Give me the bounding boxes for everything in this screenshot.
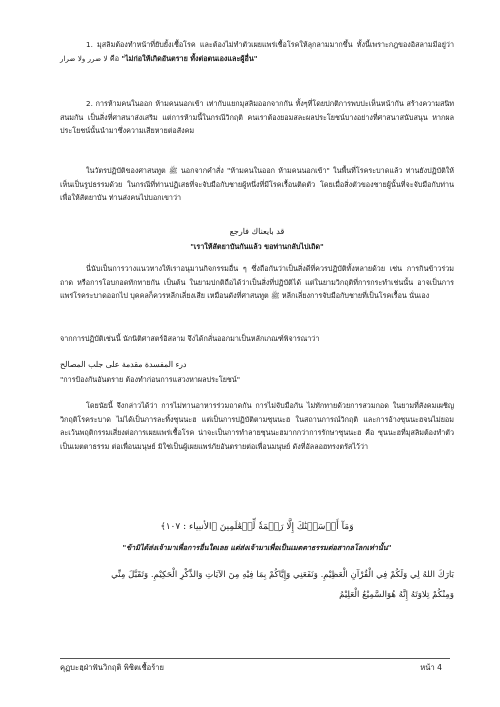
footer-title: คุฏบะฮฺฝ่าฟันวิกฤติ พิชิตเชื้อร้าย [60,663,164,672]
closing-dua-line-1: بَارَكَ اللهُ لِي وَلَكُمْ فِي الْقُرْآنِ الْعَظِيْمِ. وَنَفَعَنِي وَإِيَّاكُمْ بِمَا فِيْهِ مِنَ الآيَاتِ وَالذِّكْرِ الْحَكِيْمِ. وَتَقَبَّلَ مِنِّي [111,570,454,580]
paragraph-5: จากการปฏิบัติเช่นนี้ นักนิติศาสตร์อิสลาม จึงได้กลั่นออกมาเป็นหลักเกณฑ์พิจารณาว่า [60,334,320,343]
footer-divider [60,658,450,659]
paragraph-3-part1: ในวัตรปฏิบัติของศาสนทูต [86,166,169,175]
quran-verse-arabic: وَمَآ أَرۡسَلۡنَٰكَ إِلَّا رَحۡمَةٗ لِّلۡعَٰلَمِينَ ﴿الأنبياء : ١٠٧﴾ [160,522,354,532]
hadith-arabic: قد بايعناك فارجع [229,227,285,236]
no-harm-quote: "ไม่ก่อให้เกิดอันตราย ทั้งต่อตนเองและผู้อื่น" [121,53,258,63]
paragraph-6: โดยนัยนี้ จึงกล่าวได้ว่า การไม่ทานอาหารร่วมถาดกัน การไม่จับมือกัน ไม่ทักทายด้วยการสวมกอด ในยามที่สังคมเผชิญวิกฤติโรคระบาด ไม่ได้เป็นการละทิ้งซุนนะฮ แต่เป็นการปฏิบัติตามซุนนะฮ ในสถานการณ์วิกฤติ และการอ้างซุนนะฮจนไม่ยอมละเว้นพฤติกรรมเสี่ยงต่อการเผยแพร่เชื้อโรค น่าจะเป็นการทำลายซุนนะฮมากกว่าการรักษาซุนนะฮ คือ ซุนนะฮที่มุสลิมต้องทำตัวเป็นเมตตาธรรม ต่อเพื่อนมนุษย์ มิใช่เป็นผู้เผยแพร่ภัยอันตรายต่อเพื่อนมนุษย์ ดังที่อัลลอฮทรงตรัสไว้ว่า [60,401,454,451]
legal-maxim-translation: "การป้องกันอันตราย ต้องทำก่อนการแสวงหาผลประโยชน์" [60,375,241,384]
page-number: หน้า 4 [420,663,442,672]
paragraph-2: 2. การห้ามคนในออก ห้ามคนนอกเข้า เท่ากับแยกมุสลิมออกจากกัน ทั้งๆที่โดยปกติการพบปะเห็นหน้ากัน สร้างความสนิทสนมกัน เป็นสิ่งที่ศาสนาส่งเสริม แต่การห้ามนี้ในกรณีวิกฤติ คนเราต้องยอมสละผลประโยชน์บางอย่างที่ศาสนาสนับสนุน หากผลประโยชน์นั้นนำมาซึ่งความเสียหายต่อสังคม [60,99,454,136]
paragraph-3-part2: นอกจากคำสั่ง "ห้ามคนในออก ห้ามคนนอกเข้า" ในพื้นที่โรคระบาดแล้ว ท่านยังปฏิบัติให้เห็นเป็นรูปธรรมด้วย ในกรณีที่ท่านปฏิเสธที่จะจับมือกับชายผู้หนึ่งที่มีโรคเรื้อนติดตัว โดยเมื่อสิ่งตัวของชายผู้นั้นที่จะจับมือกับท่านเพื่อให้สัตยาบัน ท่านส่งคนไปบอกเขาว่า [60,166,454,203]
paragraph-1-lead: 1. มุสลิมต้องทำหน้าที่ยับยั้งเชื้อโรค และต้องไม่ทำตัวเผยแพร่เชื้อโรคให้ลุกลามมากขึ้น ทั้งนี้เพราะกฎของอิสลามมีอยู่ว่า [86,40,454,49]
hadith-translation: "เราให้สัตยาบันกันแล้ว ขอท่านกลับไปเถิด" [190,242,324,251]
quran-verse-translation: "ข้ามิได้ส่งเจ้ามาเพื่อการอื่นใดเลย แต่ส่งเจ้ามาเพื่อเป็นเมตตาธรรมต่อสากลโลกเท่านั้น" [122,543,392,552]
sallallahu-glyph: ﷺ [270,291,280,301]
legal-maxim-arabic: درء المفسدة مقدمة على جلب المصالح [60,360,187,369]
sallallahu-glyph: ﷺ [168,166,178,175]
paragraph-4-part1: นี่นับเป็นการวางแนวทางให้เราอนุมานกิจกรรมอื่น ๆ ซึ่งถือกันว่าเป็นสิ่งดีที่ควรปฏิบัติทั้งหลายด้วย เช่น การกินข้าวร่วมถาด หรือการโอบกอดทักทายกัน เป็นต้น ในยามปกติถือได้ว่าเป็นสิ่งที่ปฏิบัติได้ แต่ในยามวิกฤติที่การกระทำเช่นนั้น อาจเป็นการแพร่โรคระบาดออกไป บุคคลก็ควรหลีกเลี่ยงเสีย เหมือนดังที่ศาสนทูต [60,264,454,301]
arabic-rule-no-harm: لا ضرر ولا ضرار [60,53,108,63]
paragraph-1-mid: คือ [107,53,122,63]
paragraph-3 [60,164,454,205]
closing-dua-line-2: وَمِنْكُمْ تِلاوَتَهُ إِنَّهُ هُوَالسَّمِيْعُ الْعَلِيْمُ [339,590,454,600]
paragraph-1 [60,38,454,65]
paragraph-4-part2: หลีกเลี่ยงการจับมือกับชายที่เป็นโรคเรื้อน นั่นเอง [279,291,430,301]
paragraph-4 [60,262,454,303]
